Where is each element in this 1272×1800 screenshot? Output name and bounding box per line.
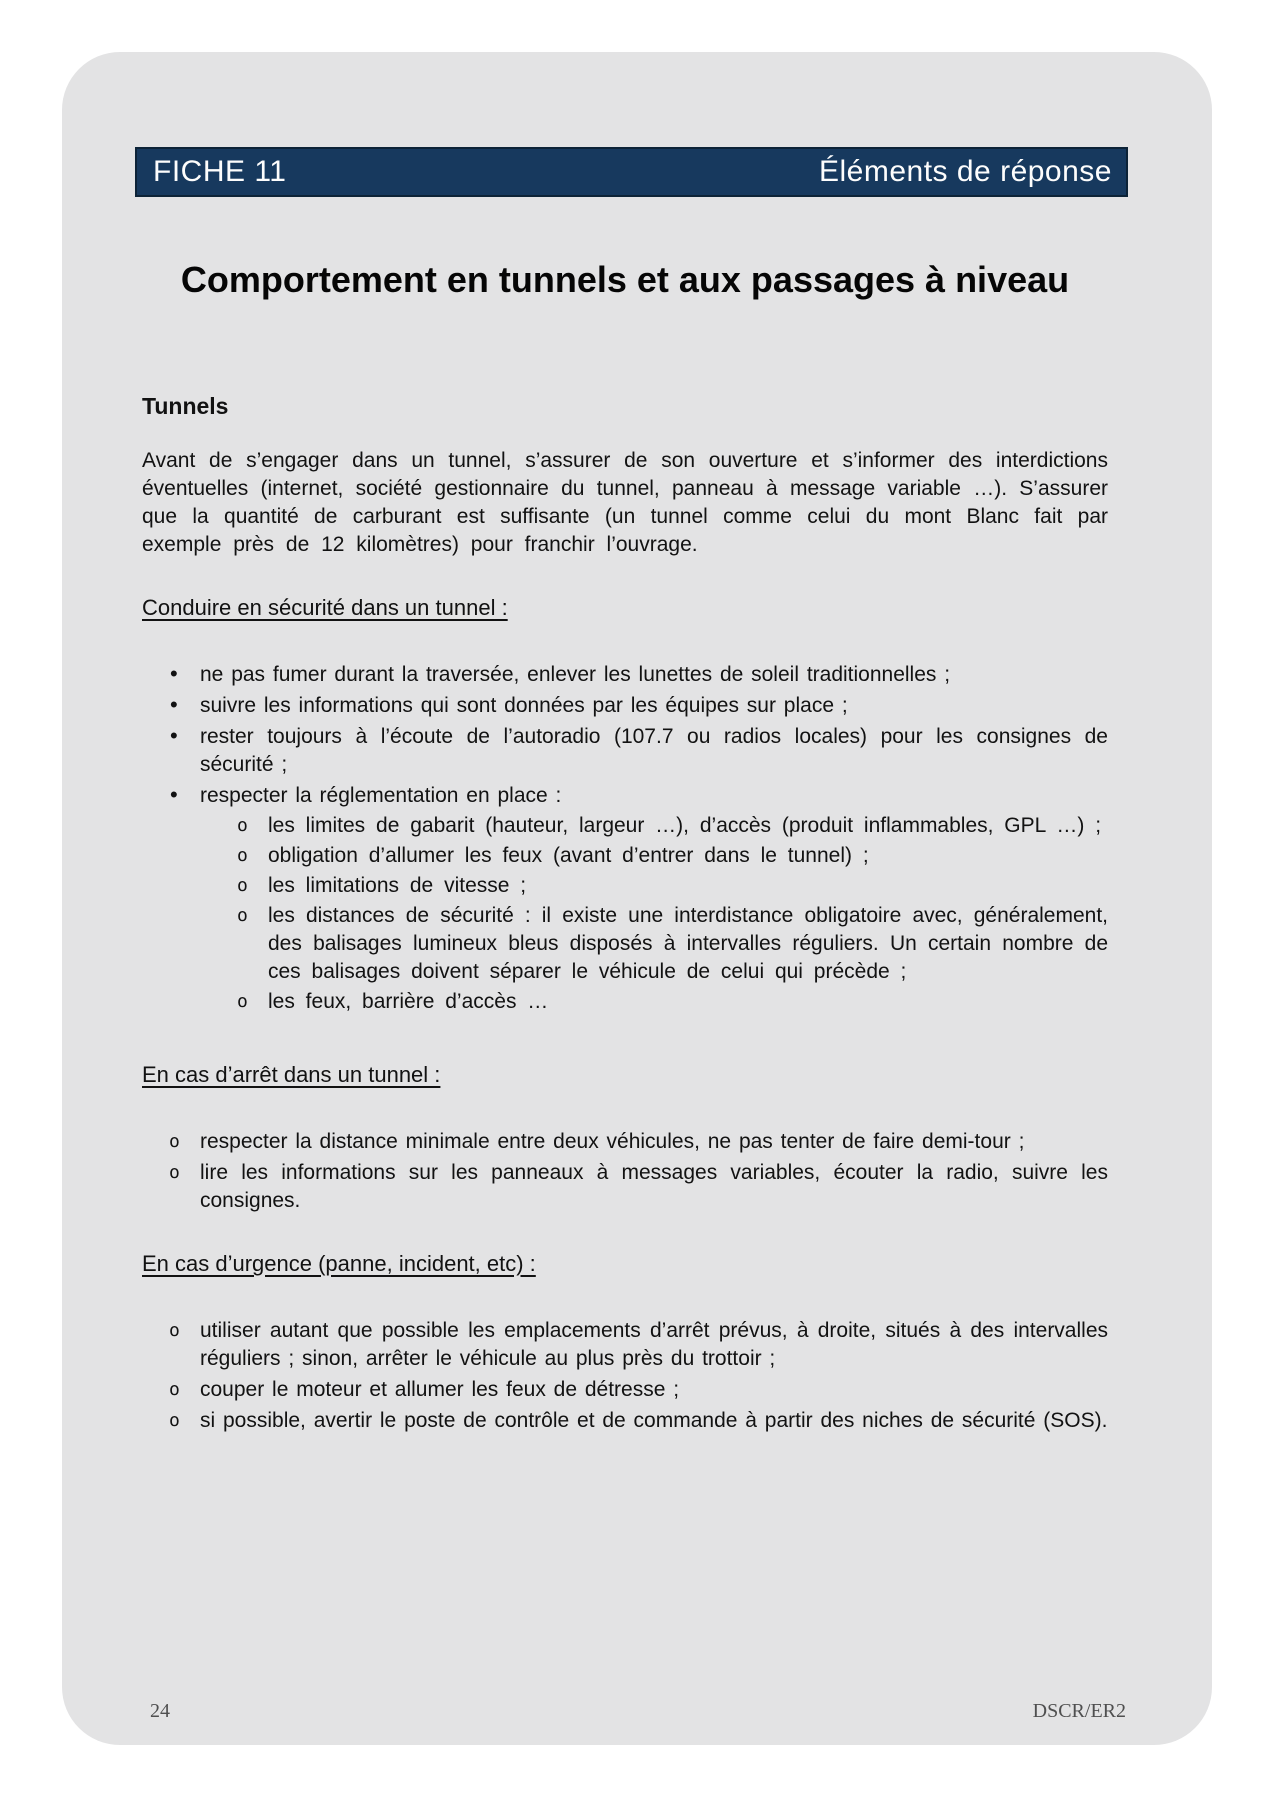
footer bbox=[150, 1700, 1126, 1723]
list-item: o couper le moteur et allumer les feux de détresse ; bbox=[200, 1376, 1108, 1404]
header-subtitle: Éléments de réponse bbox=[818, 155, 1112, 188]
list-item: • respecter la réglementation en place : o les limites de gabarit (hauteur, largeur …), d’accès (produit inflammables, GPL …) ; o obligation d’allumer les feux (avant d’entrer dans le tunnel) ; o les limitations de vitesse ; o les distances de sécurité : il existe une interdistance obligatoire avec, généralement, des balisages lumineux bleus disposés à intervalles réguliers. Un certain nombre de ces balisages doivent séparer le véhicule de celui qui précède ; o les feux, barrière d’accès … bbox=[200, 782, 1108, 1016]
sub-list-item: o les distances de sécurité : il existe une interdistance obligatoire avec, généralement, des balisages lumineux bleus disposés à intervalles réguliers. Un certain nombre de ces balisages doivent séparer le véhicule de celui qui précède ; bbox=[268, 902, 1108, 986]
fiche-label: FICHE 11 bbox=[153, 155, 287, 188]
sub-list-item: o obligation d’allumer les feux (avant d’entrer dans le tunnel) ; bbox=[268, 842, 1108, 870]
subheading-arret: En cas d’arrêt dans un tunnel : bbox=[142, 1062, 441, 1087]
list-item: o lire les informations sur les panneaux à messages variables, écouter la radio, suivre les consignes. bbox=[200, 1159, 1108, 1215]
section-heading-tunnels: Tunnels bbox=[142, 393, 229, 419]
sub-list-item: o les limites de gabarit (hauteur, largeur …), d’accès (produit inflammables, GPL …) ; bbox=[268, 812, 1108, 840]
list-item: o utiliser autant que possible les emplacements d’arrêt prévus, à droite, situés à des intervalles réguliers ; sinon, arrêter le véhicule au plus près du trottoir ; bbox=[200, 1317, 1108, 1373]
list-item: • ne pas fumer durant la traversée, enlever les lunettes de soleil traditionnelles ; bbox=[200, 661, 1108, 689]
header-bar bbox=[135, 147, 1128, 197]
subheading-conduire: Conduire en sécurité dans un tunnel : bbox=[142, 595, 508, 620]
list-item: o respecter la distance minimale entre deux véhicules, ne pas tenter de faire demi-tour ; bbox=[200, 1128, 1108, 1156]
list-item: • suivre les informations qui sont données par les équipes sur place ; bbox=[200, 692, 1108, 720]
intro-paragraph: Avant de s’engager dans un tunnel, s’assurer de son ouverture et s’informer des interdictions éventuelles (internet, société gestionnaire du tunnel, panneau à message variable …). S’assurer que la quantité de carburant est suffisante (un tunnel comme celui du mont Blanc fait par exemple près de 12 kilomètres) pour franchir l’ouvrage. bbox=[142, 449, 1108, 556]
page-title: Comportement en tunnels et aux passages à niveau bbox=[180, 259, 1070, 300]
subheading-urgence: En cas d’urgence (panne, incident, etc) : bbox=[142, 1251, 536, 1276]
page bbox=[62, 52, 1212, 1745]
sub-list-item: o les limitations de vitesse ; bbox=[268, 872, 1108, 900]
bullet-list-urgence bbox=[142, 1317, 1108, 1435]
sub-bullet-list bbox=[200, 812, 1108, 1016]
sub-list-item: o les feux, barrière d’accès … bbox=[268, 988, 1108, 1016]
page-number: 24 bbox=[150, 1700, 170, 1722]
doc-reference: DSCR/ER2 bbox=[1032, 1700, 1126, 1722]
list-item: o si possible, avertir le poste de contrôle et de commande à partir des niches de sécurité (SOS). bbox=[200, 1407, 1108, 1435]
bullet-list-arret bbox=[142, 1128, 1108, 1215]
list-item: • rester toujours à l’écoute de l’autoradio (107.7 ou radios locales) pour les consignes de sécurité ; bbox=[200, 723, 1108, 779]
bullet-list-conduire bbox=[142, 661, 1108, 1016]
content-area bbox=[142, 259, 1108, 1435]
